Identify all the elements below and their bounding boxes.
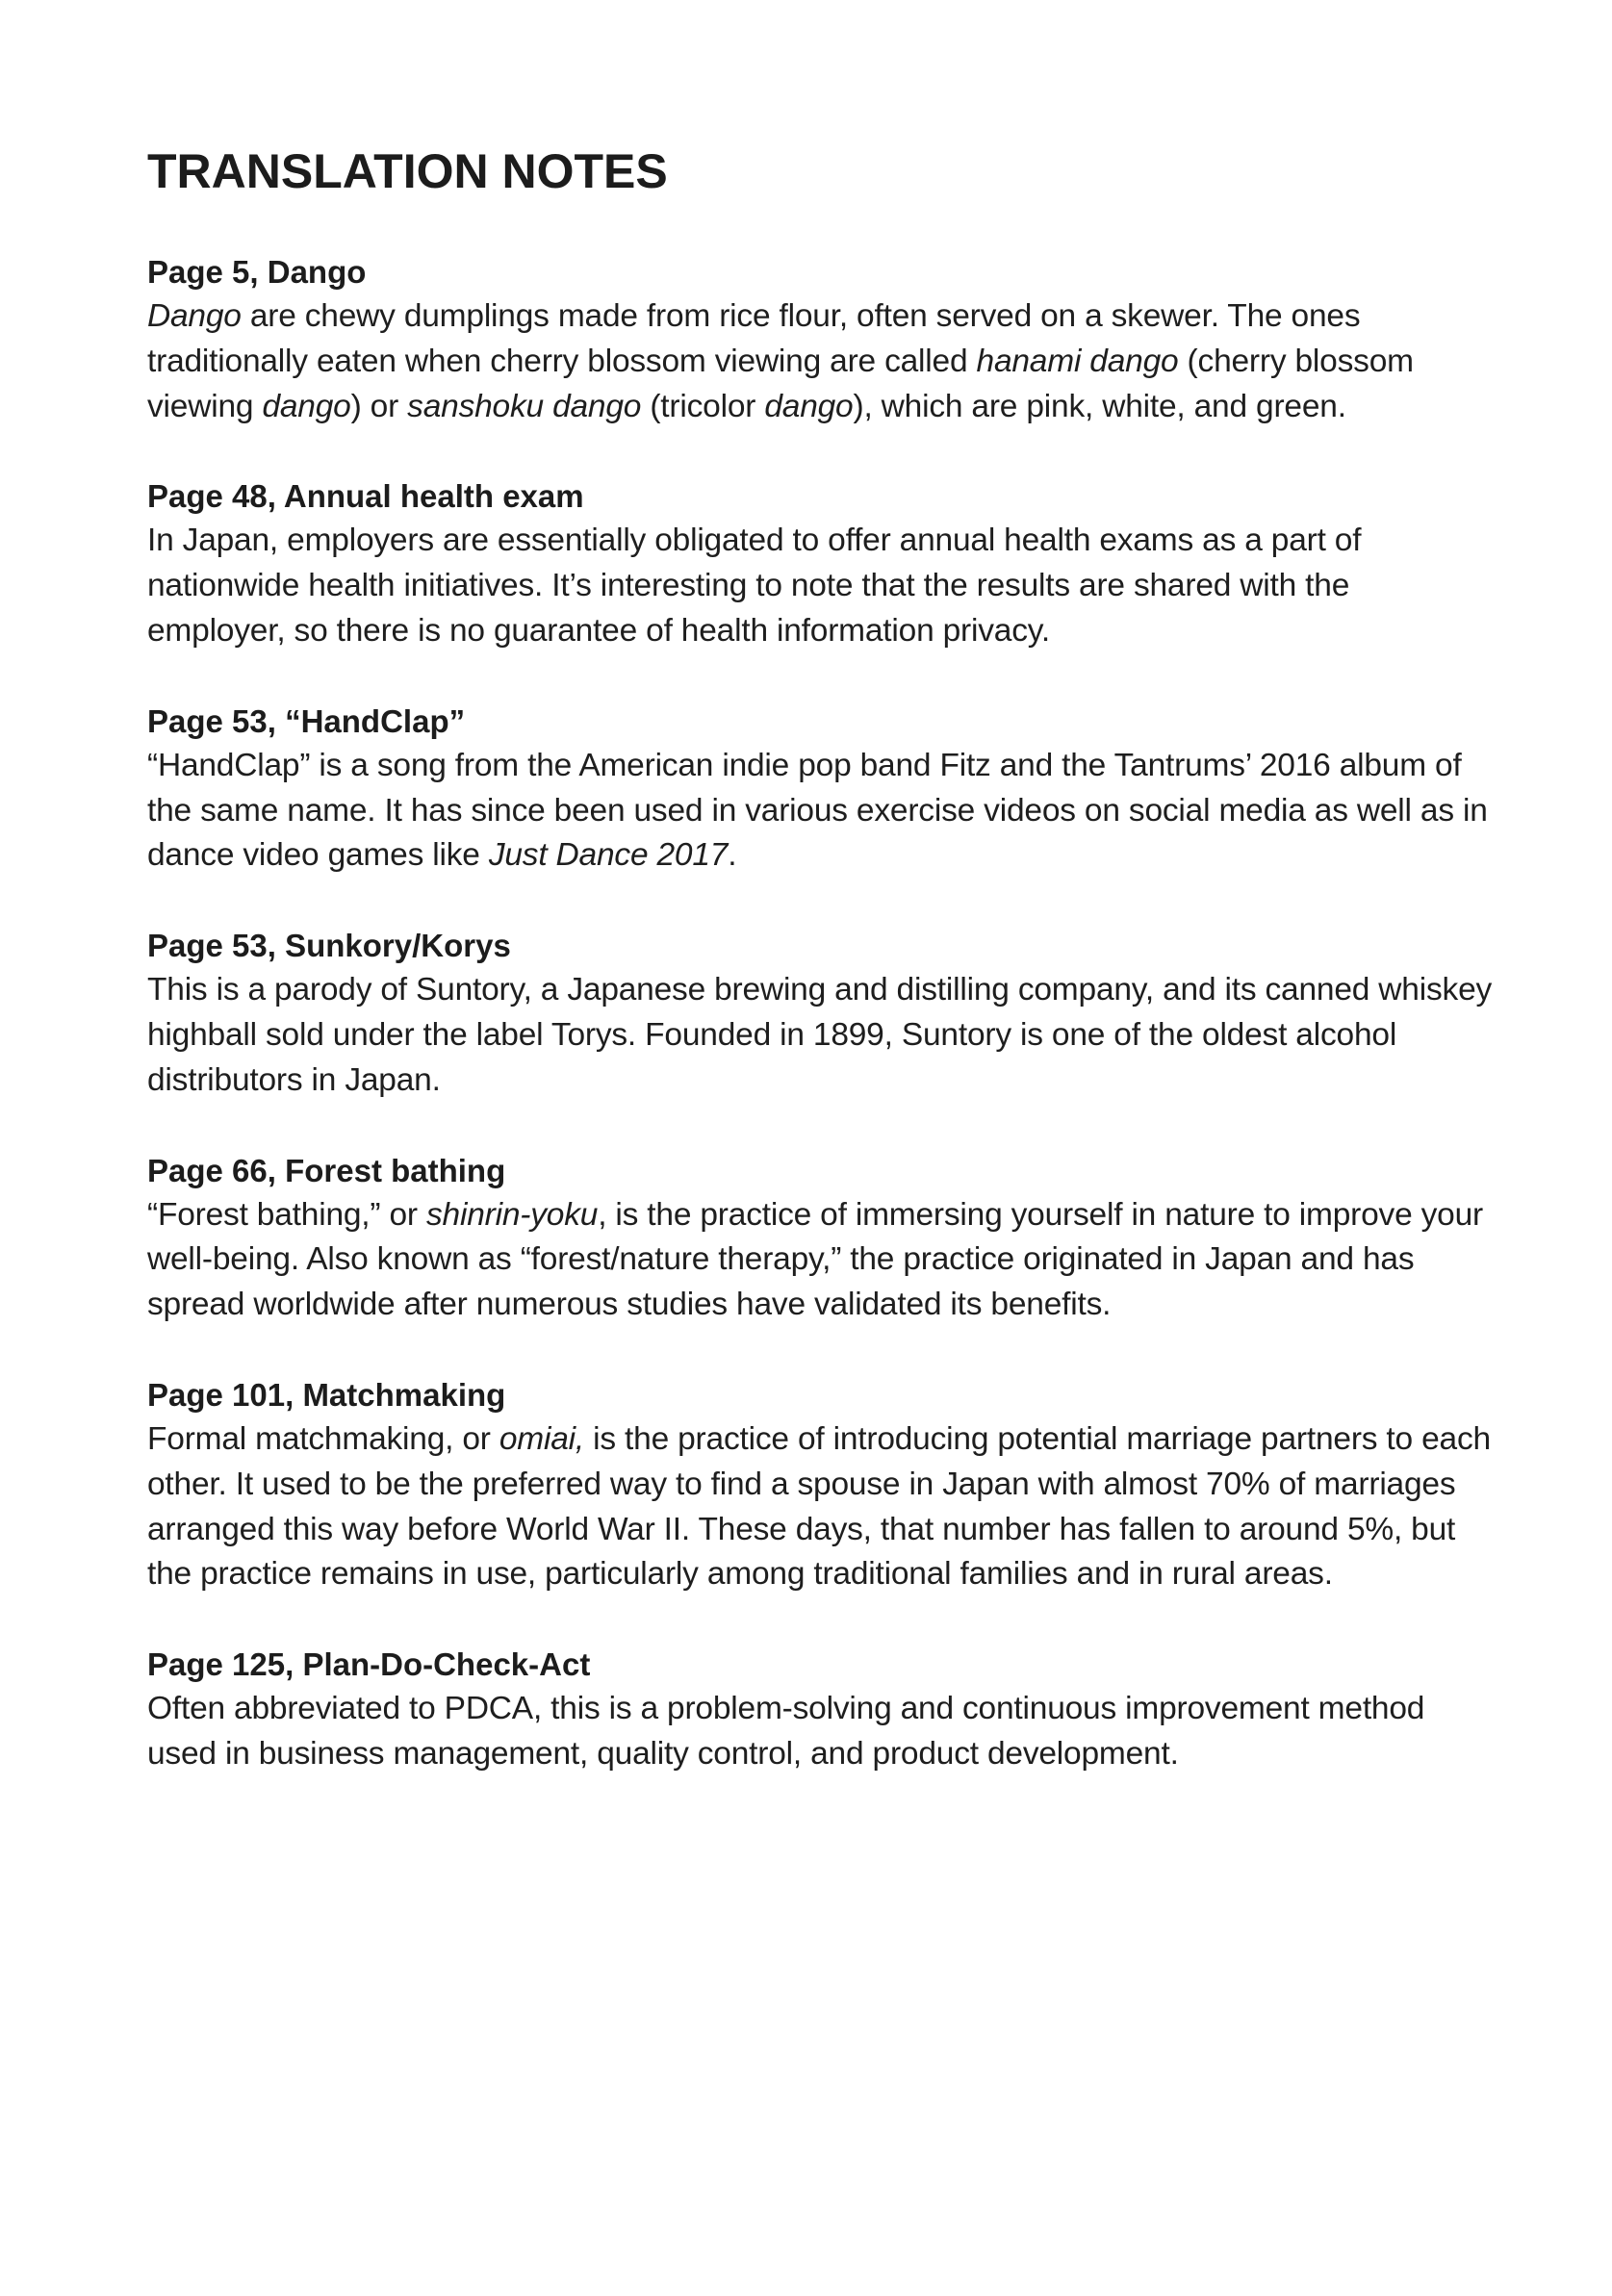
italic-term: omiai, bbox=[499, 1420, 585, 1457]
note-heading: Page 66, Forest bathing bbox=[147, 1152, 506, 1188]
note-body bbox=[147, 1687, 1495, 1777]
body-text: In Japan, employers are essentially obligated to offer annual health exams as a part of nationwide health initiatives. It’s interesting to note that the results are shared with the employer, so there is no guarantee of health information privacy. bbox=[147, 523, 1362, 649]
italic-term: sanshoku dango bbox=[407, 388, 642, 424]
note-body bbox=[147, 519, 1495, 653]
note-body bbox=[147, 1417, 1495, 1597]
note-entry bbox=[147, 924, 1495, 1103]
note-heading: Page 101, Matchmaking bbox=[147, 1376, 506, 1413]
note-heading: Page 5, Dango bbox=[147, 254, 367, 290]
note-body bbox=[147, 1193, 1495, 1328]
body-text: Formal matchmaking, or bbox=[147, 1420, 499, 1457]
body-text: This is a parody of Suntory, a Japanese brewing and distilling company, and its canned whiskey highball sold under the label Torys. Founded in 1899, Suntory is one of the oldest alcohol distributors in Japan. bbox=[147, 972, 1493, 1098]
italic-term: Dango bbox=[147, 298, 242, 334]
italic-term: hanami dango bbox=[976, 343, 1179, 379]
body-text: “Forest bathing,” or bbox=[147, 1196, 426, 1233]
body-text: ), which are pink, white, and green. bbox=[853, 388, 1346, 424]
note-entry bbox=[147, 1643, 1495, 1777]
note-heading: Page 48, Annual health exam bbox=[147, 478, 584, 515]
body-text: is the practice of introducing potential marriage partners to each other. It used to be the preferred way to find a spouse in Japan with almost 70% of marriages arranged this way before World War II. These days, that number has fallen to around 5%, but the practice remains in use, particularly among traditional families and in rural areas. bbox=[147, 1420, 1491, 1593]
body-text: Often abbreviated to PDCA, this is a problem-solving and continuous improvement method used in business management, quality control, and product development. bbox=[147, 1691, 1425, 1772]
italic-term: Just Dance 2017 bbox=[488, 837, 729, 874]
document-page bbox=[147, 142, 1495, 1823]
italic-term: dango bbox=[764, 388, 854, 424]
body-text: , is the practice of immersing yourself in nature to improve your well-being. Also known as “forest/nature therapy,” the practice originated in Japan and has spread worldwide after numerous studies have validated its benefits. bbox=[147, 1196, 1483, 1323]
body-text: ) or bbox=[350, 388, 408, 424]
body-text: (cherry blossom viewing bbox=[147, 343, 1414, 424]
body-text: (tricolor bbox=[641, 388, 765, 424]
body-text: . bbox=[728, 837, 737, 874]
note-entry bbox=[147, 1373, 1495, 1597]
body-text: “HandClap” is a song from the American indie pop band Fitz and the Tantrums’ 2016 album of the same name. It has since been used in various exercise videos on social media as well as in dance video games like bbox=[147, 747, 1488, 874]
page-title: TRANSLATION NOTES bbox=[147, 144, 668, 198]
note-heading: Page 125, Plan-Do-Check-Act bbox=[147, 1646, 591, 1683]
note-entry bbox=[147, 1149, 1495, 1328]
italic-term: shinrin-yoku bbox=[425, 1196, 599, 1233]
note-entry bbox=[147, 474, 1495, 653]
note-entry bbox=[147, 250, 1495, 429]
italic-term: dango bbox=[262, 388, 351, 424]
note-entry bbox=[147, 700, 1495, 879]
note-body bbox=[147, 744, 1495, 879]
note-body bbox=[147, 294, 1495, 429]
body-text: are chewy dumplings made from rice flour, often served on a skewer. The ones traditionally eaten when cherry blossom viewing are called bbox=[147, 298, 1361, 379]
note-heading: Page 53, Sunkory/Korys bbox=[147, 928, 511, 964]
note-heading: Page 53, “HandClap” bbox=[147, 702, 466, 739]
note-body bbox=[147, 968, 1495, 1103]
